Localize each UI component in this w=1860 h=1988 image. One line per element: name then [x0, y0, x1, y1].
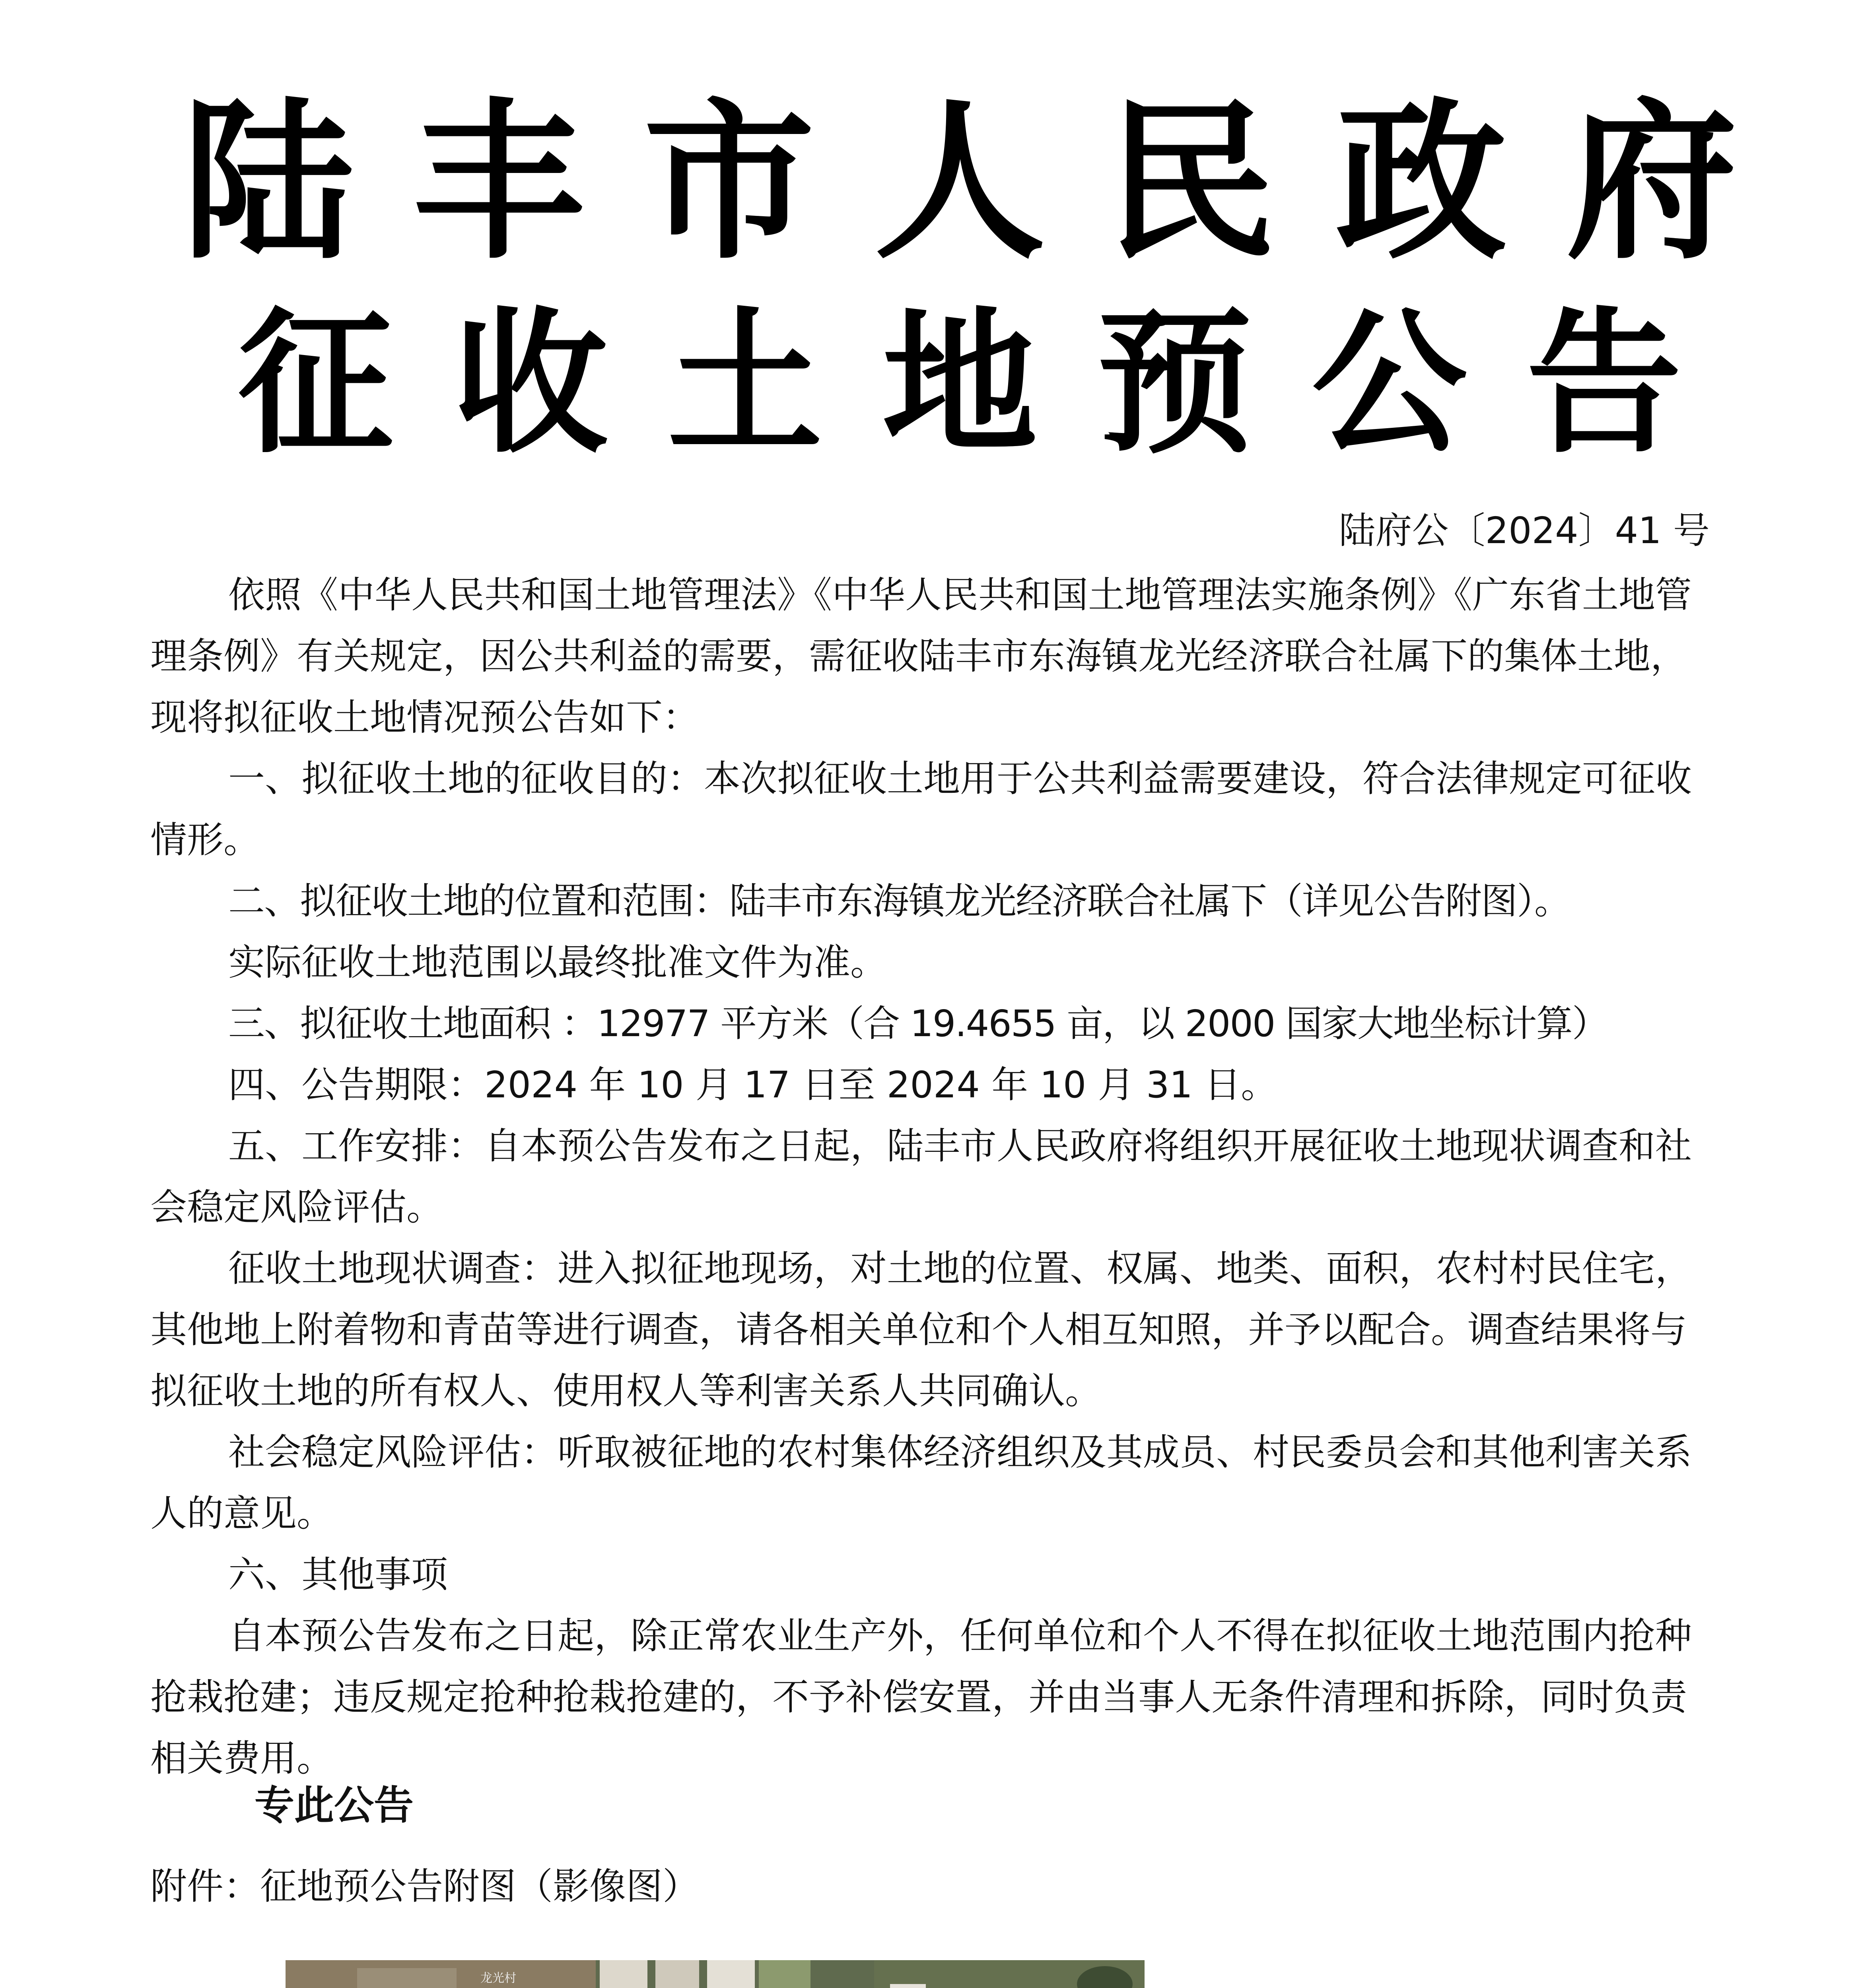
- paragraph-period: 四、公告期限：2024 年 10 月 17 日至 2024 年 10 月 31 日。: [228, 1064, 1278, 1106]
- paragraph-other-heading: 六、其他事项: [228, 1553, 448, 1596]
- paragraph-scope-note: 实际征收土地范围以最终批准文件为准。: [228, 941, 887, 984]
- satellite-map-graphic: [286, 1960, 1145, 1988]
- attachment-label: 附件：征地预公告附图（影像图）: [150, 1865, 700, 1908]
- closing-statement: 专此公告: [255, 1782, 414, 1829]
- document-number: 陆府公〔2024〕41 号: [1339, 509, 1710, 552]
- paragraph-other-matters: 自本预公告发布之日起，除正常农业生产外，任何单位和个人不得在拟征收土地范围内抢种抢栽抢建；违反规定抢种抢栽抢建的，不予补偿安置，并由当事人无条件清理和拆除，同时负责相关费用。: [150, 1615, 1692, 1780]
- notice-body: [150, 565, 1709, 1789]
- paragraph-risk-assessment: 社会稳定风险评估：听取被征地的农村集体经济组织及其成员、村民委员会和其他利害关系人的意见。: [150, 1431, 1692, 1535]
- paragraph-area: 三、拟征收土地面积 ：12977 平方米（合 19.4655 亩，以 2000 国家大地坐标计算）: [228, 1002, 1608, 1045]
- paragraph-purpose: 一、拟征收土地的征收目的：本次拟征收土地用于公共利益需要建设，符合法律规定可征收情形。: [150, 757, 1692, 861]
- paragraph-preamble: 依照《中华人民共和国土地管理法》《中华人民共和国土地管理法实施条例》《广东省土地管理条例》有关规定，因公共利益的需要，需征收陆丰市东海镇龙光经济联合社属下的集体土地，现将拟征收土地情况预公告如下：: [150, 574, 1692, 739]
- paragraph-survey: 征收土地现状调查：进入拟征地现场，对土地的位置、权属、地类、面积，农村村民住宅，其他地上附着物和青苗等进行调查，请各相关单位和个人相互知照，并予以配合。调查结果将与拟征收土地的所有权人、使用权人等利害关系人共同确认。: [150, 1247, 1692, 1412]
- title-line-2: 征收土地预公告: [238, 293, 1741, 474]
- title-line-1: 陆丰市人民政府: [182, 83, 1797, 282]
- paragraph-location: 二、拟征收土地的位置和范围：陆丰市东海镇龙光经济联合社属下（详见公告附图）。: [228, 880, 1570, 922]
- satellite-map-image: [286, 1960, 1145, 1988]
- map-label-village-top: 龙光村: [480, 1971, 516, 1985]
- paragraph-arrangement: 五、工作安排：自本预公告发布之日起，陆丰市人民政府将组织开展征收土地现状调查和社会稳定风险评估。: [150, 1125, 1692, 1229]
